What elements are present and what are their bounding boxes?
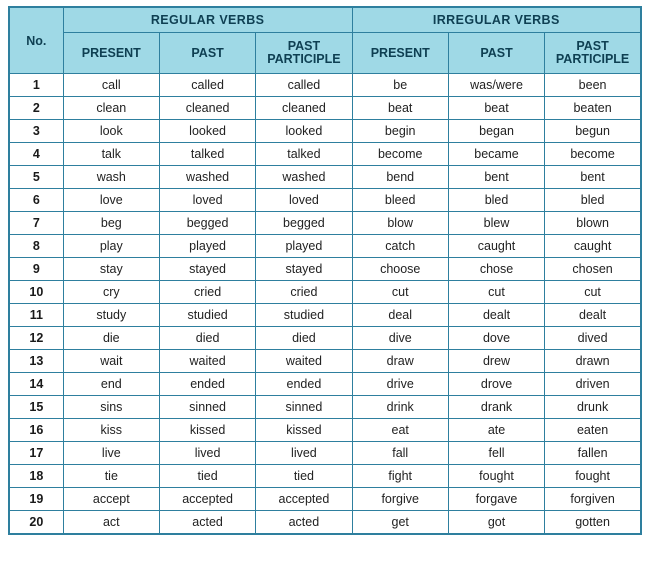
verb-cell: catch	[352, 235, 448, 258]
verb-cell: called	[256, 74, 352, 97]
row-number: 16	[9, 419, 63, 442]
verb-cell: eat	[352, 419, 448, 442]
table-row	[9, 166, 641, 189]
verb-cell: bled	[448, 189, 544, 212]
verb-cell: sinned	[159, 396, 255, 419]
verb-cell: blew	[448, 212, 544, 235]
verb-cell: talked	[256, 143, 352, 166]
verb-cell: called	[159, 74, 255, 97]
verb-cell: ate	[448, 419, 544, 442]
row-number: 5	[9, 166, 63, 189]
verb-cell: be	[352, 74, 448, 97]
row-number: 9	[9, 258, 63, 281]
verb-cell: ended	[159, 373, 255, 396]
verb-cell: deal	[352, 304, 448, 327]
verb-cell: washed	[256, 166, 352, 189]
row-number: 12	[9, 327, 63, 350]
verb-cell: studied	[256, 304, 352, 327]
verb-cell: lived	[159, 442, 255, 465]
verb-cell: blown	[545, 212, 641, 235]
verb-cell: stayed	[159, 258, 255, 281]
column-header-irregular-past: PAST	[448, 33, 544, 74]
verb-cell: become	[352, 143, 448, 166]
group-header-regular: REGULAR VERBS	[63, 7, 352, 33]
verb-cell: kissed	[159, 419, 255, 442]
verb-cell: chosen	[545, 258, 641, 281]
verb-cell: died	[159, 327, 255, 350]
verb-cell: cut	[448, 281, 544, 304]
verb-cell: begged	[256, 212, 352, 235]
verb-cell: fought	[545, 465, 641, 488]
verb-cell: sinned	[256, 396, 352, 419]
verb-cell: dived	[545, 327, 641, 350]
table-body	[9, 74, 641, 535]
verb-cell: was/were	[448, 74, 544, 97]
verb-cell: clean	[63, 97, 159, 120]
table-row	[9, 212, 641, 235]
verb-cell: driven	[545, 373, 641, 396]
verb-cell: dove	[448, 327, 544, 350]
verb-cell: fall	[352, 442, 448, 465]
row-number: 18	[9, 465, 63, 488]
column-header-regular-past: PAST	[159, 33, 255, 74]
verb-forms-table	[8, 6, 642, 535]
verb-cell: bled	[545, 189, 641, 212]
verb-cell: caught	[545, 235, 641, 258]
verb-cell: fight	[352, 465, 448, 488]
table-row	[9, 143, 641, 166]
row-number: 20	[9, 511, 63, 535]
row-number: 11	[9, 304, 63, 327]
verb-cell: blow	[352, 212, 448, 235]
verb-cell: accepted	[256, 488, 352, 511]
verb-cell: washed	[159, 166, 255, 189]
verb-cell: kiss	[63, 419, 159, 442]
verb-cell: talked	[159, 143, 255, 166]
verb-cell: drunk	[545, 396, 641, 419]
table-row	[9, 396, 641, 419]
verb-cell: begged	[159, 212, 255, 235]
table-row	[9, 511, 641, 535]
verb-cell: played	[159, 235, 255, 258]
table-row	[9, 373, 641, 396]
verb-cell: study	[63, 304, 159, 327]
verb-cell: drew	[448, 350, 544, 373]
column-header-irregular-present: PRESENT	[352, 33, 448, 74]
table-row	[9, 74, 641, 97]
verb-cell: die	[63, 327, 159, 350]
table-row	[9, 465, 641, 488]
verb-cell: acted	[256, 511, 352, 535]
verb-cell: dealt	[545, 304, 641, 327]
verb-cell: loved	[159, 189, 255, 212]
column-header-regular-present: PRESENT	[63, 33, 159, 74]
verb-cell: look	[63, 120, 159, 143]
table-row	[9, 281, 641, 304]
verb-cell: waited	[256, 350, 352, 373]
verb-cell: wait	[63, 350, 159, 373]
table-row	[9, 442, 641, 465]
verb-cell: studied	[159, 304, 255, 327]
row-number: 10	[9, 281, 63, 304]
verb-cell: act	[63, 511, 159, 535]
verb-cell: draw	[352, 350, 448, 373]
verb-cell: fallen	[545, 442, 641, 465]
verb-cell: live	[63, 442, 159, 465]
verb-cell: looked	[256, 120, 352, 143]
verb-cell: acted	[159, 511, 255, 535]
table-header	[9, 7, 641, 74]
verb-cell: bent	[545, 166, 641, 189]
row-number: 19	[9, 488, 63, 511]
verb-cell: accepted	[159, 488, 255, 511]
verb-cell: looked	[159, 120, 255, 143]
verb-cell: kissed	[256, 419, 352, 442]
verb-cell: sins	[63, 396, 159, 419]
verb-cell: chose	[448, 258, 544, 281]
table-row	[9, 258, 641, 281]
verb-cell: lived	[256, 442, 352, 465]
table-row	[9, 97, 641, 120]
verb-cell: bleed	[352, 189, 448, 212]
verb-cell: beat	[352, 97, 448, 120]
column-header-irregular-past-participle: PAST PARTICIPLE	[545, 33, 641, 74]
row-number: 13	[9, 350, 63, 373]
verb-cell: wash	[63, 166, 159, 189]
verb-cell: bent	[448, 166, 544, 189]
verb-cell: loved	[256, 189, 352, 212]
verb-cell: choose	[352, 258, 448, 281]
verb-cell: waited	[159, 350, 255, 373]
table-row	[9, 488, 641, 511]
verb-cell: tied	[159, 465, 255, 488]
column-header-no: No.	[9, 7, 63, 74]
verb-cell: love	[63, 189, 159, 212]
verb-cell: begin	[352, 120, 448, 143]
verb-cell: tied	[256, 465, 352, 488]
row-number: 15	[9, 396, 63, 419]
verb-cell: cried	[256, 281, 352, 304]
verb-cell: call	[63, 74, 159, 97]
verb-cell: dealt	[448, 304, 544, 327]
row-number: 7	[9, 212, 63, 235]
verb-cell: cry	[63, 281, 159, 304]
verb-cell: accept	[63, 488, 159, 511]
verb-cell: become	[545, 143, 641, 166]
row-number: 3	[9, 120, 63, 143]
verb-cell: forgiven	[545, 488, 641, 511]
row-number: 8	[9, 235, 63, 258]
verb-cell: began	[448, 120, 544, 143]
verb-cell: play	[63, 235, 159, 258]
table-row	[9, 189, 641, 212]
row-number: 4	[9, 143, 63, 166]
verb-cell: been	[545, 74, 641, 97]
row-number: 1	[9, 74, 63, 97]
verb-cell: eaten	[545, 419, 641, 442]
verb-cell: get	[352, 511, 448, 535]
verb-cell: forgave	[448, 488, 544, 511]
verb-cell: drink	[352, 396, 448, 419]
verb-cell: drank	[448, 396, 544, 419]
table-row	[9, 419, 641, 442]
table-row	[9, 120, 641, 143]
verb-cell: died	[256, 327, 352, 350]
verb-cell: bend	[352, 166, 448, 189]
verb-cell: drawn	[545, 350, 641, 373]
verb-cell: end	[63, 373, 159, 396]
verb-cell: cut	[352, 281, 448, 304]
verb-cell: cut	[545, 281, 641, 304]
verb-cell: caught	[448, 235, 544, 258]
verb-cell: became	[448, 143, 544, 166]
verb-cell: drive	[352, 373, 448, 396]
table-row	[9, 235, 641, 258]
verb-cell: ended	[256, 373, 352, 396]
verb-cell: beat	[448, 97, 544, 120]
verb-cell: forgive	[352, 488, 448, 511]
row-number: 17	[9, 442, 63, 465]
verb-cell: stay	[63, 258, 159, 281]
verb-cell: got	[448, 511, 544, 535]
verb-cell: stayed	[256, 258, 352, 281]
row-number: 14	[9, 373, 63, 396]
row-number: 2	[9, 97, 63, 120]
verb-cell: drove	[448, 373, 544, 396]
verb-cell: cleaned	[256, 97, 352, 120]
verb-cell: played	[256, 235, 352, 258]
verb-cell: tie	[63, 465, 159, 488]
row-number: 6	[9, 189, 63, 212]
verb-cell: fell	[448, 442, 544, 465]
table-row	[9, 327, 641, 350]
group-header-row	[9, 7, 641, 33]
verb-cell: beaten	[545, 97, 641, 120]
verb-cell: fought	[448, 465, 544, 488]
verb-cell: gotten	[545, 511, 641, 535]
table-row	[9, 350, 641, 373]
table-row	[9, 304, 641, 327]
verb-cell: beg	[63, 212, 159, 235]
group-header-irregular: IRREGULAR VERBS	[352, 7, 641, 33]
verb-cell: talk	[63, 143, 159, 166]
verb-cell: cleaned	[159, 97, 255, 120]
verb-cell: cried	[159, 281, 255, 304]
sub-header-row	[9, 33, 641, 74]
verb-cell: begun	[545, 120, 641, 143]
column-header-regular-past-participle: PAST PARTICIPLE	[256, 33, 352, 74]
verb-cell: dive	[352, 327, 448, 350]
